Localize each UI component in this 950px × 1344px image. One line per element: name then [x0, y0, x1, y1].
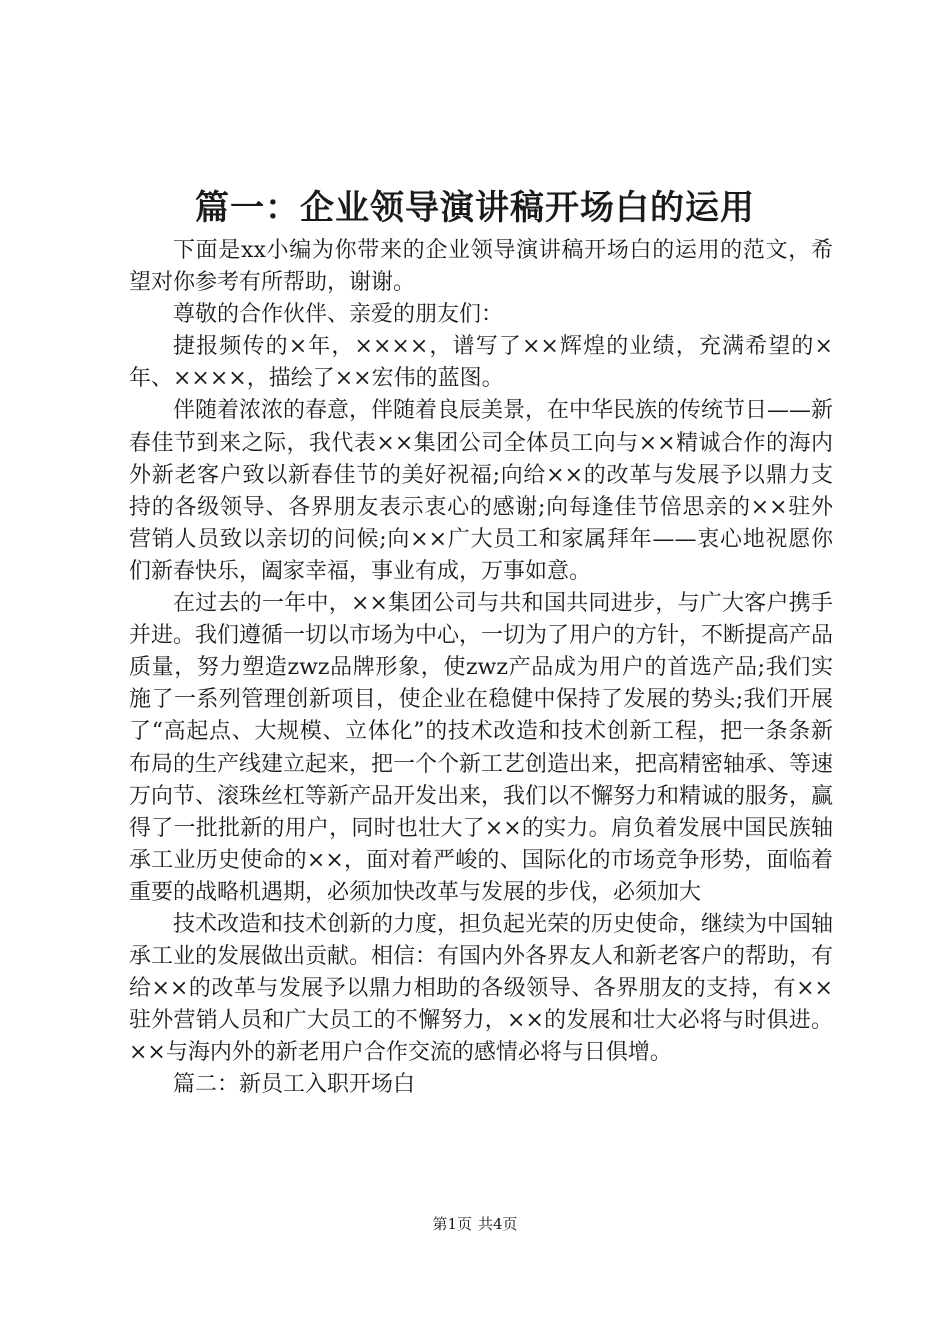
paragraph-achievements: 在过去的一年中，××集团公司与共和国共同进步，与广大客户携手并进。我们遵循一切以市场为中心，一切为了用户的方针，不断提高产品质量，努力塑造zwz品牌形象，使zwz产品成为用户的首选产品;我们实施了一系列管理创新项目，使企业在稳健中保持了发展的势头;我们开展了“高起点、大规模、立体化”的技术改造和技术创新工程，把一条条新布局的生产线建立起来，把一个个新工艺创造出来，把高精密轴承、等速万向节、滚珠丝杠等新产品开发出来，我们以不懈努力和精诚的服务，赢得了一批批新的用户，同时也壮大了××的实力。肩负着发展中国民族轴承工业历史使命的××，面对着严峻的、国际化的市场竞争形势，面临着重要的战略机遇期，必须加快改革与发展的步伐，必须加大 — [129, 591, 834, 905]
page-footer — [0, 1214, 950, 1234]
paragraph-review: 捷报频传的×年，××××，谱写了××辉煌的业绩，充满希望的×年、××××，描绘了××宏伟的蓝图。 — [129, 334, 833, 392]
paragraph-next-section-heading: 篇二：新员工入职开场白 — [173, 1072, 416, 1098]
page-total: 共4页 — [478, 1215, 518, 1233]
paragraph-salutation: 尊敬的合作伙伴、亲爱的朋友们： — [173, 302, 504, 328]
paragraph-outlook: 技术改造和技术创新的力度，担负起光荣的历史使命，继续为中国轴承工业的发展做出贡献。相信：有国内外各界友人和新老客户的帮助，有给××的改革与发展予以鼎力相助的各级领导、各界朋友的支持，有××驻外营销人员和广大员工的不懈努力，××的发展和壮大必将与时俱进。××与海内外的新老用户合作交流的感情必将与日俱增。 — [129, 911, 834, 1066]
paragraph-greetings: 伴随着浓浓的春意，伴随着良辰美景，在中华民族的传统节日——新春佳节到来之际，我代表××集团公司全体员工向与××精诚合作的海内外新老客户致以新春佳节的美好祝福;向给××的改革与发展予以鼎力支持的各级领导、各界朋友表示衷心的感谢;向每逢佳节倍思亲的××驻外营销人员致以亲切的问候;向××广大员工和家属拜年——衷心地祝愿你们新春快乐，阖家幸福，事业有成，万事如意。 — [129, 398, 834, 584]
page-number: 第1页 — [432, 1215, 472, 1233]
paragraph-intro: 下面是xx小编为你带来的企业领导演讲稿开场白的运用的范文，希望对你参考有所帮助，谢谢。 — [129, 238, 833, 296]
document-title: 篇一：企业领导演讲稿开场白的运用 — [195, 188, 755, 228]
document-body — [129, 235, 833, 1102]
